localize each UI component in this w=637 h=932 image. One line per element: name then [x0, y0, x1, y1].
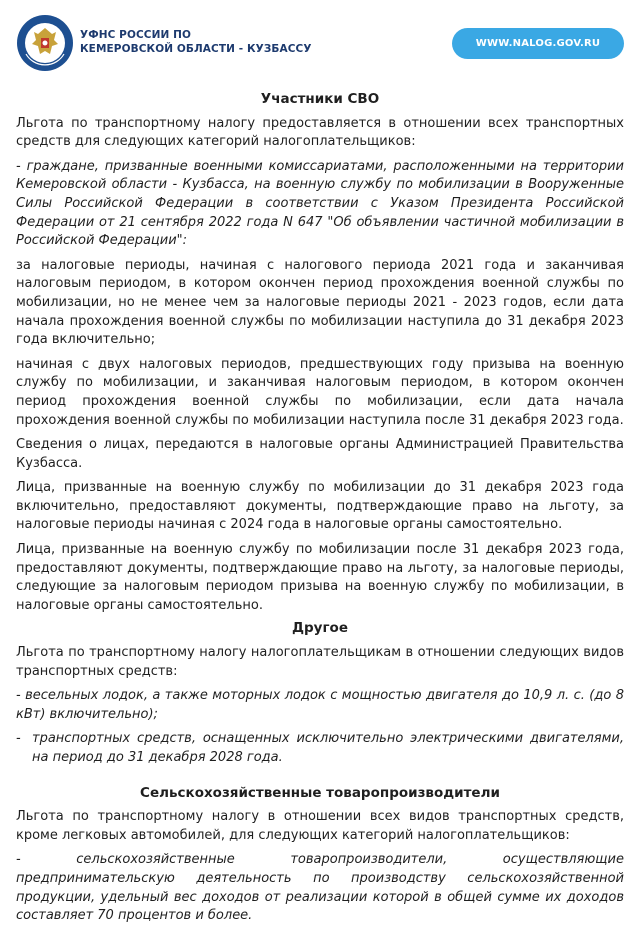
document-body: [16, 90, 624, 932]
list-dash: -: [16, 731, 21, 747]
section-heading-svo: Участники СВО: [260, 91, 380, 107]
other-intro: Льгота по транспортному налогу налогоплательщикам в отношении следующих видов транспортных средств:: [16, 645, 624, 679]
fns-emblem-icon: [16, 14, 74, 72]
svo-paragraph-3: Сведения о лицах, передаются в налоговые органы Администрацией Правительства Кузбасса.: [16, 437, 624, 471]
section-heading-agro: Сельскохозяйственные товаропроизводители: [140, 784, 500, 801]
svo-category-text: граждане, призванные военными комиссариатами, расположенными на территории Кемеровской области - Кузбасса, на военную службу по мобилизации в Вооруженные Силы Российской Федерации в соответствии с Указом Президента Российской Федерации от 21 сентября 2022 года N 647 "Об объявлении частичной мобилизации в Российской Федерации":: [16, 158, 624, 249]
list-dash: -: [16, 158, 21, 174]
org-name-line1: УФНС РОССИИ ПО: [80, 29, 192, 41]
list-dash: -: [16, 688, 21, 704]
svo-paragraph-1: за налоговые периоды, начиная с налогового периода 2021 года и заканчивая налоговым периодом, в котором окончен период прохождения военной службы по мобилизации, но не менее чем за налоговые периоды 2021 - 2023 годов, если дата начала прохождения военной службы по мобилизации наступила до 31 декабря 2023 года включительно;: [16, 257, 624, 348]
org-name-line2: КЕМЕРОВСКОЙ ОБЛАСТИ - КУЗБАССУ: [80, 43, 312, 55]
agro-category-text: сельскохозяйственные товаропроизводители, осуществляющие предпринимательскую деятельность по производству сельскохозяйственной продукции, удельный вес доходов от реализации которой в общей сумме их доходов составляет 70 процентов и более.: [16, 852, 624, 924]
svo-paragraph-5: Лица, призванные на военную службу по мобилизации после 31 декабря 2023 года, предоставляют документы, подтверждающие право на льготу, за налоговые периоды, следующие за налоговым периодом призыва на военную службу по мобилизации, в налоговые органы самостоятельно.: [16, 542, 624, 613]
page-header: [0, 0, 637, 80]
agro-intro: Льгота по транспортному налогу в отношении всех видов транспортных средств, кроме легковых автомобилей, для следующих категорий налогоплательщиков:: [16, 809, 624, 843]
other-item-1-text: весельных лодок, а также моторных лодок с мощностью двигателя до 10,9 л. с. (до 8 кВт) включительно);: [16, 688, 624, 722]
svo-intro: Льгота по транспортному налогу предоставляется в отношении всех транспортных средств для следующих категорий налогоплательщиков:: [16, 115, 624, 150]
agro-category: [16, 851, 624, 925]
other-item-2-text: транспортных средств, оснащенных исключительно электрическими двигателями, на период до 31 декабря 2028 года.: [32, 731, 624, 765]
svo-paragraph-4: Лица, призванные на военную службу по мобилизации до 31 декабря 2023 года включительно, предоставляют документы, подтверждающие право на льготу, за налоговые периоды начиная с 2024 года в налоговые органы самостоятельно.: [16, 480, 624, 533]
svo-category: [16, 158, 624, 251]
list-dash: -: [16, 852, 21, 868]
svo-paragraph-2: начиная с двух налоговых периодов, предшествующих году призыва на военную службу по мобилизации, и заканчивая налоговым периодом, в котором окончен период прохождения военной службы по мобилизации, если дата начала прохождения военной службы по мобилизации наступила после 31 декабря 2023 года.: [16, 356, 624, 428]
site-link-button[interactable]: WWW.NALOG.GOV.RU: [452, 28, 624, 59]
section-heading-other: Другое: [292, 620, 348, 637]
other-item-2: [16, 730, 624, 767]
other-item-1: [16, 687, 624, 724]
org-name: [80, 28, 312, 56]
